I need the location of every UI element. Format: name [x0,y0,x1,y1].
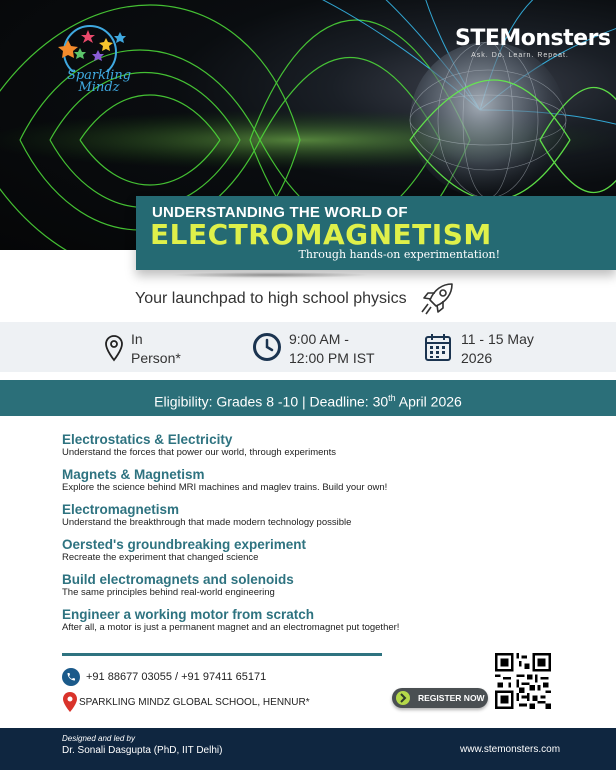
date-info [461,330,534,368]
address: SPARKLING MINDZ GLOBAL SCHOOL, HENNUR* [79,697,310,708]
banner-title: ELECTROMAGNETISM [150,218,492,251]
topic-title: Engineer a working motor from scratch [62,607,315,622]
topics-list [62,432,582,642]
topic-item [62,502,582,528]
banner-line1: UNDERSTANDING THE WORLD OF [152,204,408,221]
stemonsters-logo [455,26,611,72]
topic-title: Electromagnetism [62,502,180,517]
phone-icon [62,668,80,686]
eligibility-bar [0,380,616,416]
mode-info [131,330,181,368]
topic-desc: Understand the forces that power our world, through experiments [62,447,337,458]
website-link[interactable]: www.stemonsters.com [460,744,561,755]
left-brand-text: Sparkling Mindz [66,68,132,95]
rocket-icon [418,280,458,318]
topic-title: Build electromagnets and solenoids [62,572,294,587]
logo-stars-icon [50,22,130,72]
right-brand-tagline: Ask. Do. Learn. Repeat. [471,52,569,59]
topic-title: Oersted's groundbreaking experiment [62,537,307,552]
author-name: Dr. Sonali Dasgupta (PhD, IIT Delhi) [62,745,223,756]
designed-by-label: Designed and led by [62,734,135,743]
topic-title: Magnets & Magnetism [62,467,205,482]
location-pin-icon [104,334,124,362]
banner-shadow [170,272,370,278]
calendar-icon [424,332,452,362]
deadline-sup: th [388,393,396,403]
topic-desc: Understand the breakthrough that made modern technology possible [62,517,352,528]
tagline: Your launchpad to high school physics [135,290,407,307]
title-banner [136,196,616,270]
topic-item [62,537,582,563]
date-line1: 11 - 15 May [461,331,534,347]
time-line1: 9:00 AM - [289,331,349,347]
topic-desc: After all, a motor is just a permanent magnet and an electromagnet put together! [62,622,400,633]
topic-item [62,432,582,458]
phone-number[interactable]: +91 88677 03055 / +91 97411 65171 [86,671,267,683]
right-brand-text: STEMonsters [455,26,611,51]
date-line2: 2026 [461,350,493,366]
deadline-text: April 2026 [395,393,462,410]
sparkling-mindz-logo [50,22,140,102]
topic-title: Electrostatics & Electricity [62,432,233,447]
topic-desc: Explore the science behind MRI machines and maglev trains. Build your own! [62,482,388,493]
divider [62,653,382,656]
eligibility-text: Eligibility: Grades 8 -10 | Deadline: 30 [154,393,389,410]
qr-code[interactable] [495,653,551,709]
topic-item [62,607,582,633]
map-pin-icon [63,692,77,712]
arrow-right-icon [396,691,410,705]
topic-desc: The same principles behind real-world engineering [62,587,275,598]
topic-item [62,572,582,598]
register-now-button[interactable] [392,688,488,708]
topic-desc: Recreate the experiment that changed science [62,552,259,563]
mode-line2: Person* [131,350,181,366]
topic-item [62,467,582,493]
clock-icon [252,332,282,362]
footer [0,728,616,770]
banner-subtitle: Through hands-on experimentation! [298,248,500,261]
time-line2: 12:00 PM IST [289,350,375,366]
register-label: REGISTER NOW [418,693,485,703]
time-info [289,330,375,368]
mode-line1: In [131,331,143,347]
